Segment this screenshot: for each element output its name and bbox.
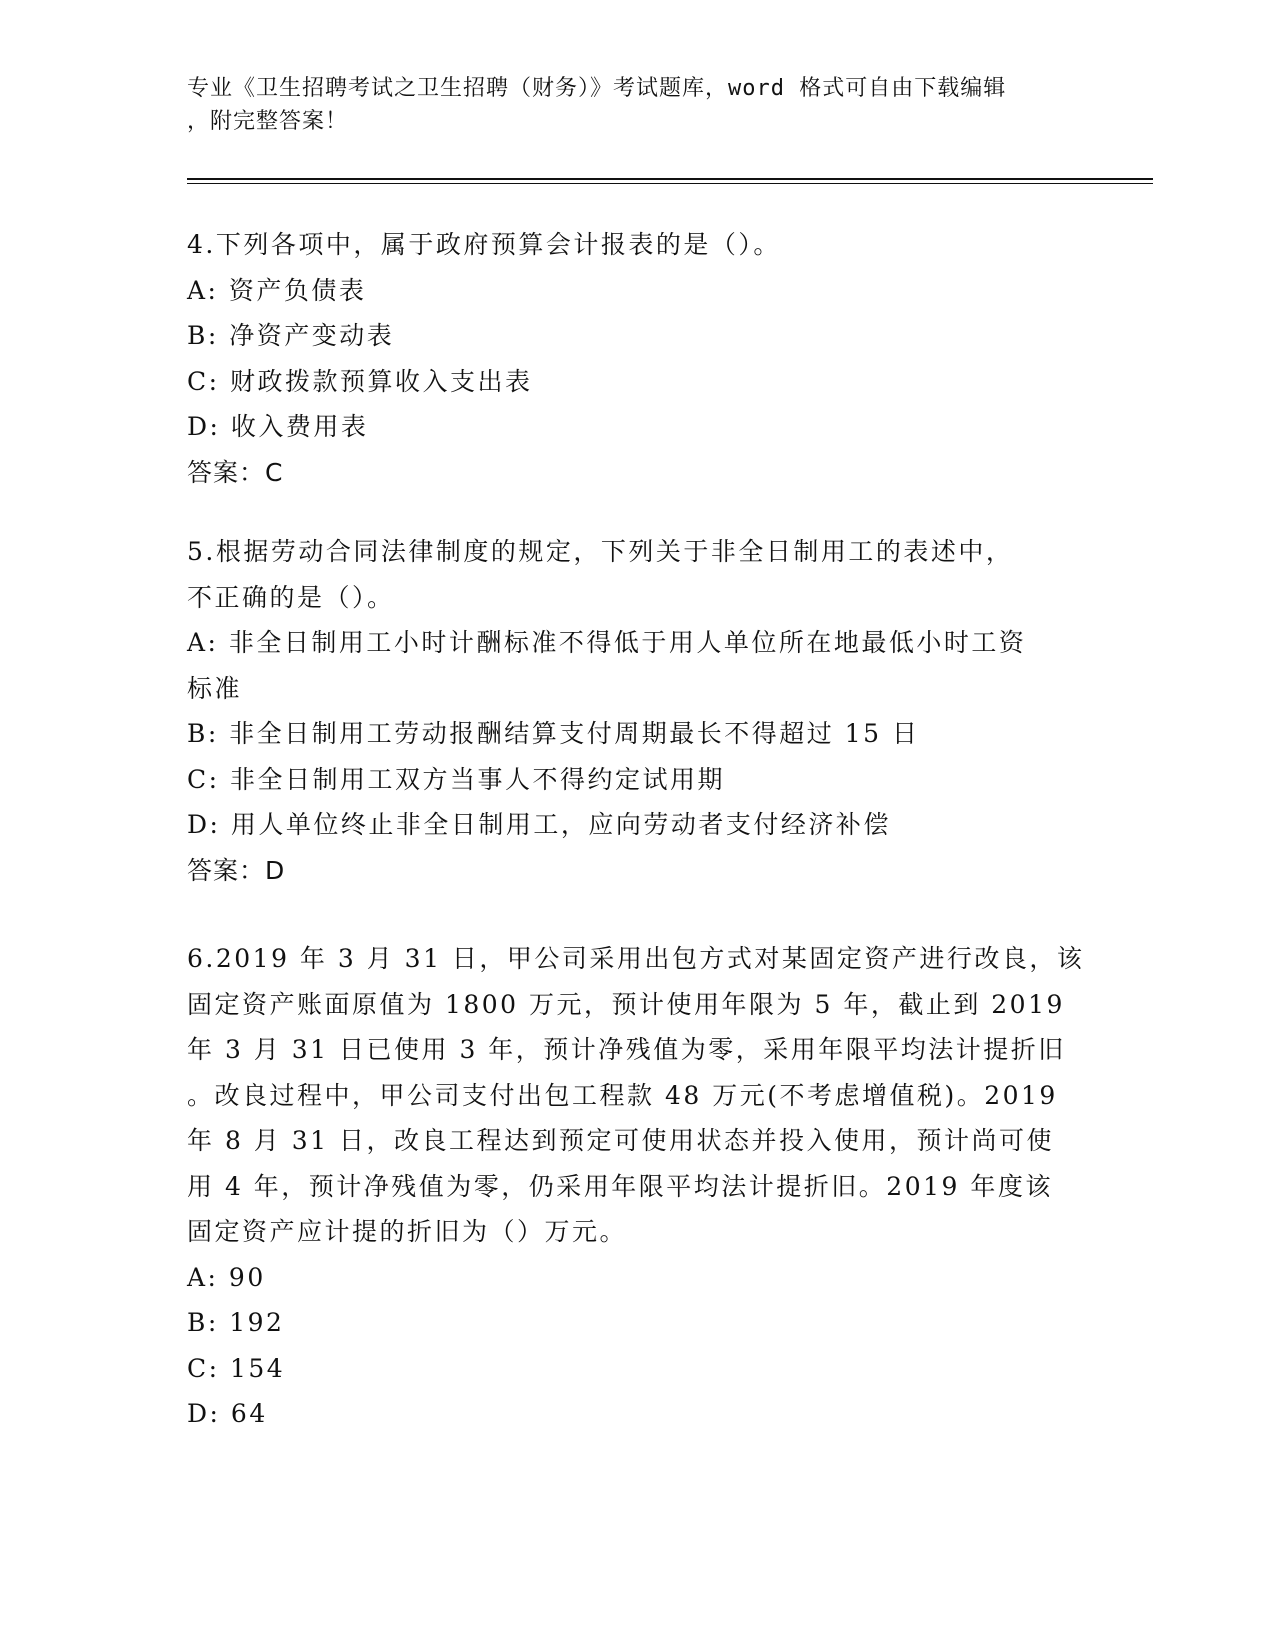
- answer-label: 答案：D: [187, 855, 286, 885]
- option-c: C: 财政拨款预算收入支出表: [187, 366, 533, 396]
- question-stem: 固定资产应计提的折旧为（）万元。: [187, 1217, 628, 1246]
- option-b: B: 192: [187, 1308, 285, 1337]
- question-stem: 年 3 月 31 日已使用 3 年，预计净残值为零，采用年限平均法计提折旧: [187, 1035, 1066, 1064]
- option-c: C: 154: [187, 1353, 286, 1383]
- question-stem: 4.下列各项中，属于政府预算会计报表的是（）。: [187, 230, 781, 259]
- answer-label: 答案：C: [187, 457, 284, 487]
- option-a: 标准: [187, 673, 243, 703]
- question-stem: 用 4 年，预计净残值为零，仍采用年限平均法计提折旧。2019 年度该: [187, 1171, 1053, 1201]
- question-5: [187, 529, 1087, 893]
- option-d: D: 收入费用表: [187, 412, 369, 441]
- question-stem: 固定资产账面原值为 1800 万元，预计使用年限为 5 年，截止到 2019: [187, 989, 1065, 1019]
- option-d: D: 64: [187, 1399, 268, 1428]
- question-stem: 6.2019 年 3 月 31 日，甲公司采用出包方式对某固定资产进行改良，该: [187, 944, 1085, 973]
- option-a: A: 非全日制用工小时计酬标准不得低于用人单位所在地最低小时工资: [187, 628, 1027, 657]
- question-4: [187, 222, 1087, 495]
- option-c: C: 非全日制用工双方当事人不得约定试用期: [187, 764, 725, 794]
- option-a: A: 90: [187, 1262, 266, 1292]
- header-line: ，附完整答案！: [187, 109, 349, 134]
- question-stem: 。改良过程中，甲公司支付出包工程款 48 万元(不考虑增值税)。2019: [187, 1080, 1058, 1110]
- question-stem: 年 8 月 31 日，改良工程达到预定可使用状态并投入使用，预计尚可使: [187, 1126, 1055, 1155]
- option-d: D: 用人单位终止非全日制用工，应向劳动者支付经济补偿: [187, 810, 891, 839]
- question-stem: 5.根据劳动合同法律制度的规定，下列关于非全日制用工的表述中，: [187, 537, 1014, 566]
- document-header: [187, 72, 1067, 138]
- question-stem: 不正确的是（）。: [187, 582, 395, 612]
- question-6: [187, 936, 1087, 1437]
- option-b: B: 净资产变动表: [187, 321, 395, 350]
- header-divider-thin: [187, 183, 1153, 184]
- header-line: 专业《卫生招聘考试之卫生招聘（财务）》考试题库，word 格式可自由下载编辑: [187, 76, 1007, 101]
- option-b: B: 非全日制用工劳动报酬结算支付周期最长不得超过 15 日: [187, 719, 920, 748]
- header-divider-thick: [187, 178, 1153, 180]
- option-a: A: 资产负债表: [187, 275, 367, 305]
